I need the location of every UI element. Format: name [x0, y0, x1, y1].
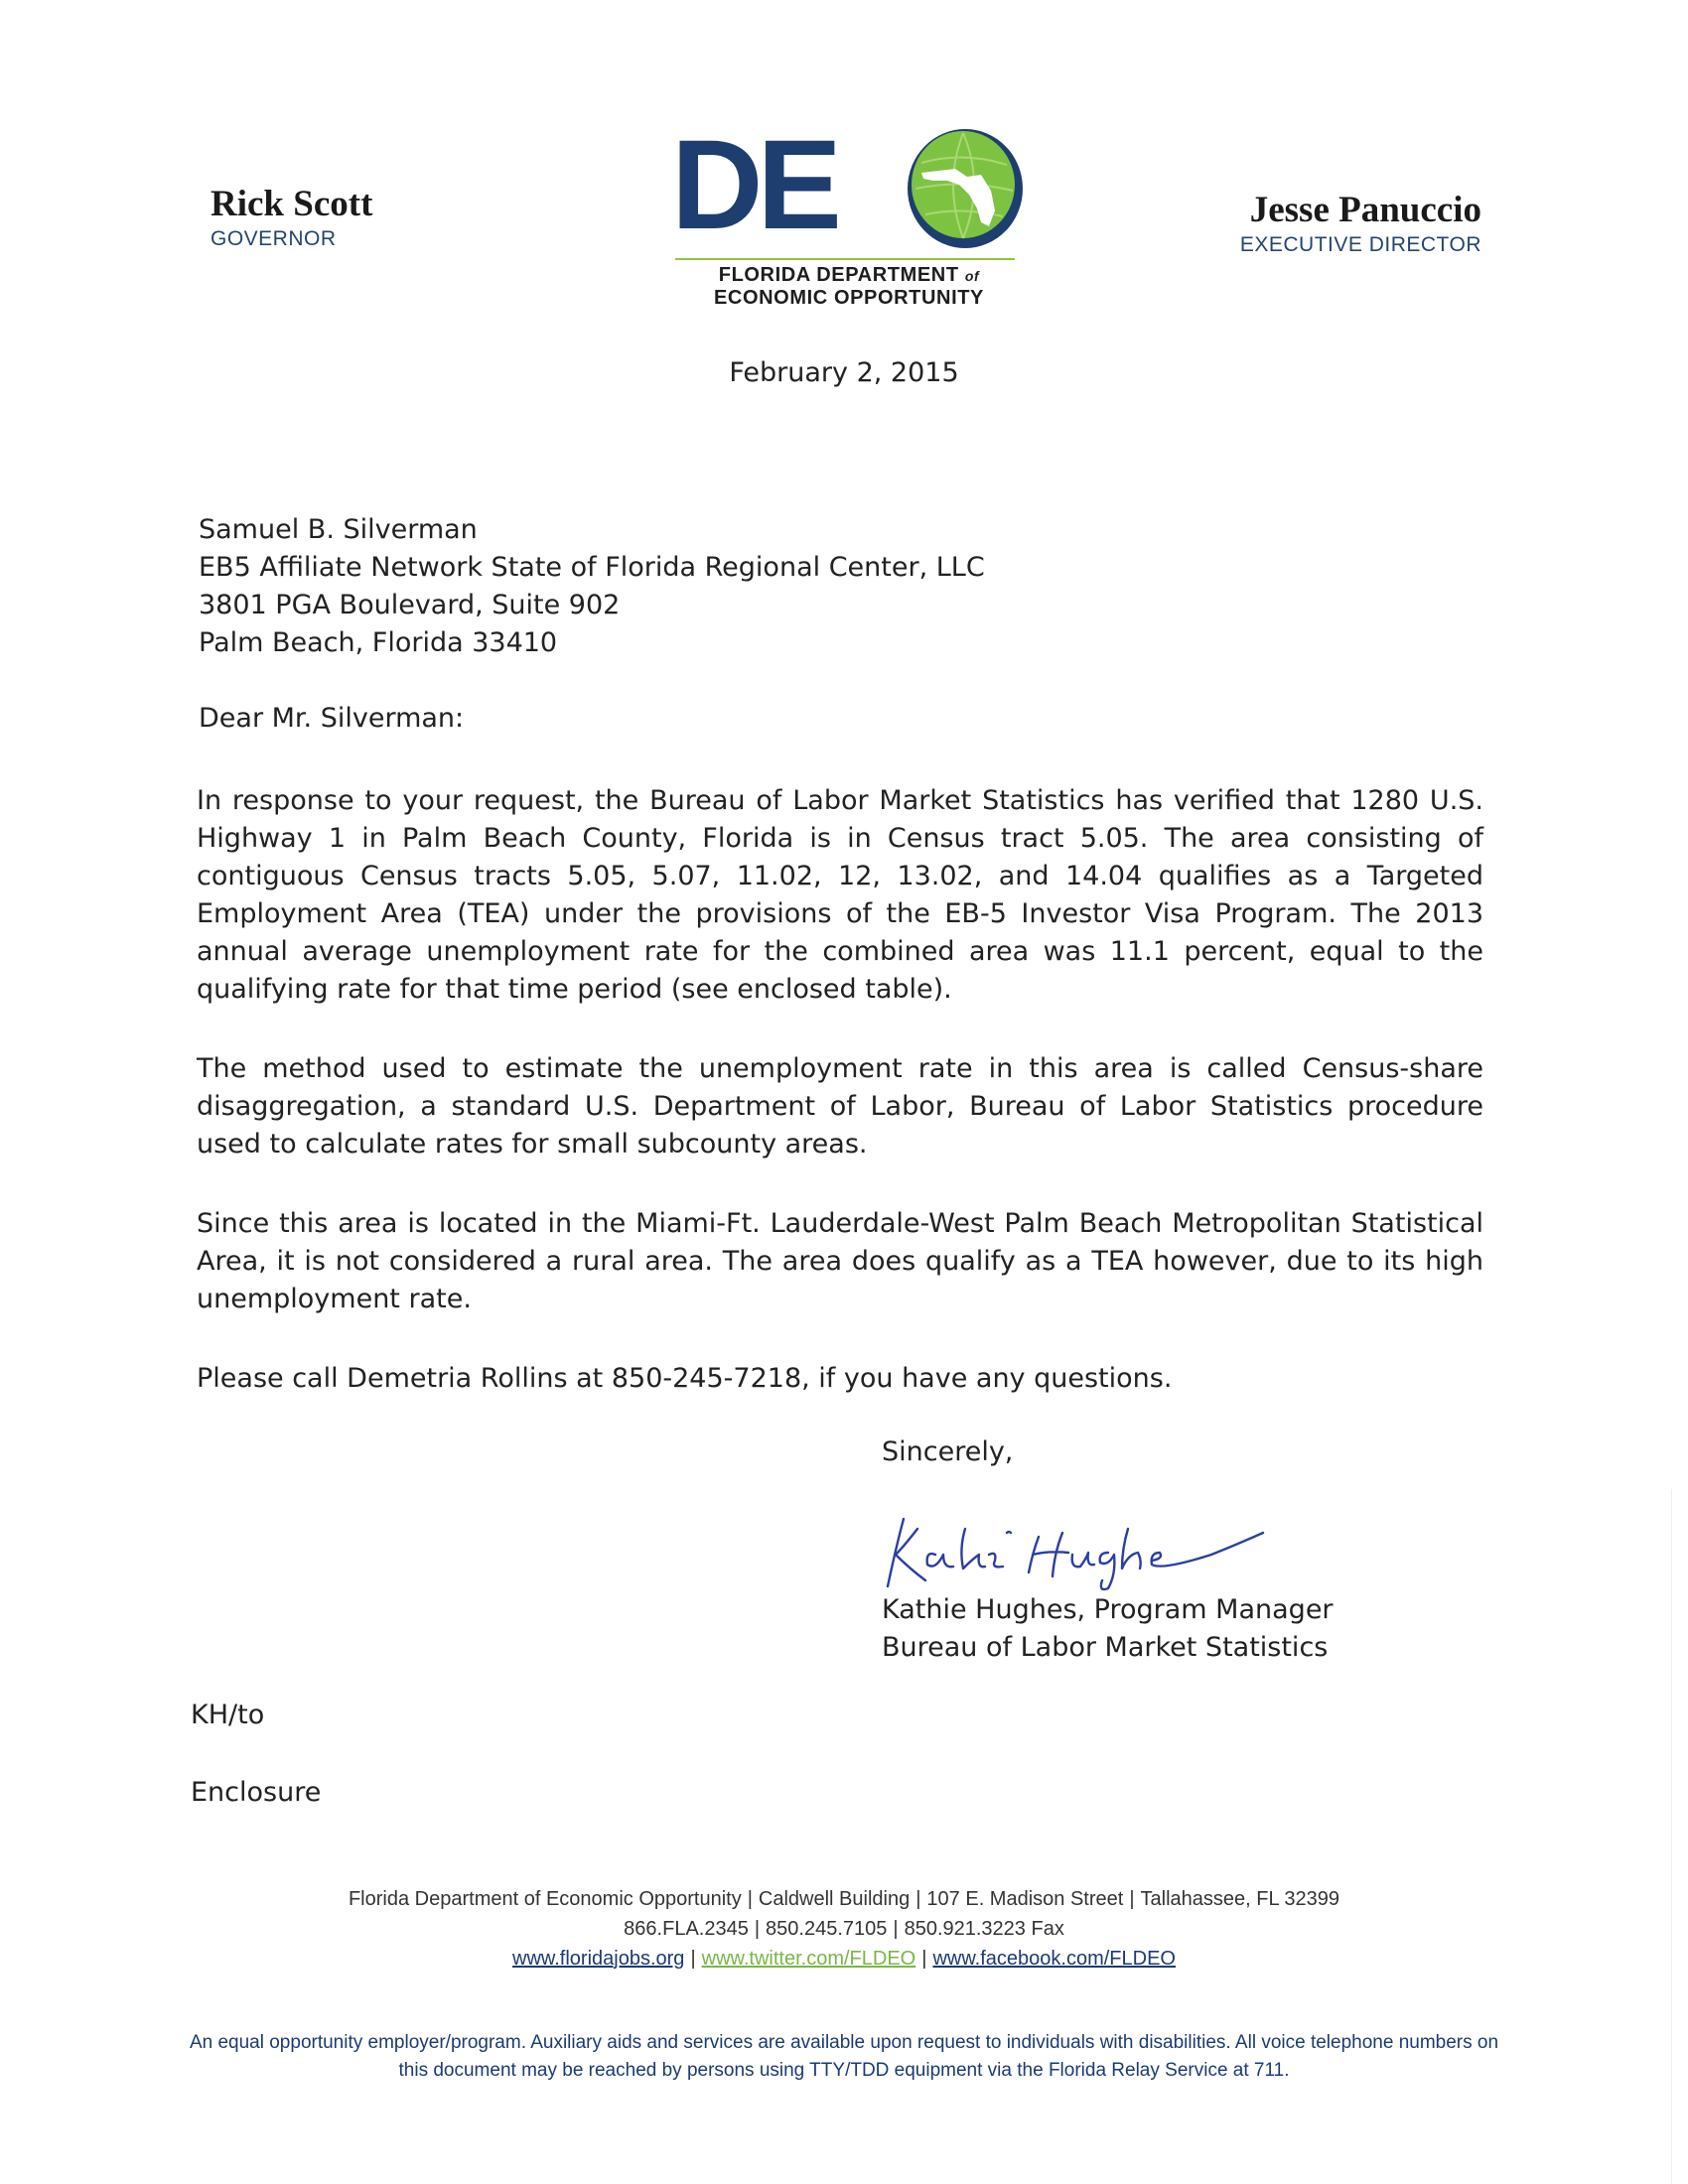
twitter-link[interactable]: www.twitter.com/FLDEO	[701, 1948, 916, 1970]
footer-separator: |	[893, 1918, 899, 1940]
footer-separator: |	[754, 1918, 761, 1940]
signer-name-title: Kathie Hughes, Program Manager	[882, 1594, 1334, 1625]
logo-line2: ECONOMIC OPPORTUNITY	[713, 287, 984, 309]
deo-logo-graphic	[665, 111, 1033, 260]
signer-block	[882, 1591, 1334, 1667]
footer-separator: |	[915, 1888, 921, 1910]
letter-date: February 2, 2015	[729, 357, 959, 388]
scan-edge-line	[1671, 1489, 1672, 2184]
paragraph-4: Please call Demetria Rollins at 850-245-7218, if you have any questions.	[197, 1363, 1173, 1394]
recipient-organization: EB5 Affiliate Network State of Florida Regional Center, LLC	[199, 552, 985, 583]
logo-caption	[665, 264, 1033, 309]
closing: Sincerely,	[882, 1436, 1014, 1467]
logo-of: of	[964, 268, 980, 284]
recipient-name: Samuel B. Silverman	[199, 514, 478, 545]
footer-separator: |	[921, 1948, 927, 1970]
footer-separator: |	[747, 1888, 753, 1910]
footer-phone-line	[0, 1914, 1688, 1944]
logo-divider	[675, 258, 1015, 260]
recipient-street: 3801 PGA Boulevard, Suite 902	[199, 590, 621, 620]
footer-separator: |	[1129, 1888, 1135, 1910]
letterhead-footer	[0, 1884, 1688, 1974]
recipient-address	[199, 511, 985, 662]
logo-line1: FLORIDA DEPARTMENT	[718, 264, 959, 286]
floridajobs-link[interactable]: www.floridajobs.org	[512, 1948, 685, 1970]
facebook-link[interactable]: www.facebook.com/FLDEO	[932, 1948, 1176, 1970]
footer-separator: |	[690, 1948, 696, 1970]
footer-phone2: 850.245.7105	[766, 1918, 888, 1940]
signer-bureau: Bureau of Labor Market Statistics	[882, 1632, 1329, 1663]
paragraph-1: In response to your request, the Bureau of Labor Market Statistics has verified that 1280 U.S. Highway 1 in Palm Beach County, Florida is in Census tract 5.05. The area consisting of contiguous Census tracts 5.05, 5.07, 11.02, 12, 13.02, and 14.04 qualifies as a Targeted Employment Area (TEA) under the provisions of the EB-5 Investor Visa Program. The 2013 annual average unemployment rate for the combined area was 11.1 percent, equal to the qualifying rate for that time period (see enclosed table).	[197, 785, 1483, 1005]
footer-org: Florida Department of Economic Opportunity	[348, 1888, 742, 1910]
director-name: Jesse Panuccio	[1249, 190, 1481, 230]
salutation: Dear Mr. Silverman:	[199, 703, 465, 734]
paragraph-3: Since this area is located in the Miami-Ft. Lauderdale-West Palm Beach Metropolitan Statistical Area, it is not considered a rural area. The area does qualify as a TEA however, due to its high unemployment rate.	[197, 1208, 1483, 1314]
handwritten-signature	[874, 1489, 1291, 1598]
governor-name: Rick Scott	[211, 184, 373, 224]
governor-title: GOVERNOR	[211, 226, 337, 250]
director-block	[1240, 191, 1481, 257]
footer-city: Tallahassee, FL 32399	[1140, 1888, 1340, 1910]
logo-letters-de: DE	[671, 114, 836, 256]
typist-initials: KH/to	[191, 1700, 265, 1730]
florida-globe-icon	[908, 129, 1023, 248]
recipient-city: Palm Beach, Florida 33410	[199, 627, 558, 658]
equal-opportunity-disclaimer: An equal opportunity employer/program. Auxiliary aids and services are available upon request to individuals with disabilities. All voice telephone numbers on this document may be reached by persons using TTY/TDD equipment via the Florida Relay Service at 711.	[189, 2032, 1499, 2081]
enclosure-note: Enclosure	[191, 1777, 322, 1808]
footer-links-line	[0, 1944, 1688, 1974]
footer-building: Caldwell Building	[758, 1888, 911, 1910]
footer-street: 107 E. Madison Street	[926, 1888, 1124, 1910]
director-title: EXECUTIVE DIRECTOR	[1239, 232, 1481, 256]
paragraph-2: The method used to estimate the unemployment rate in this area is called Census-share disaggregation, a standard U.S. Department of Labor, Bureau of Labor Statistics procedure used to calculate rates for small subcounty areas.	[197, 1053, 1483, 1160]
footer-fax: 850.921.3223 Fax	[904, 1918, 1064, 1940]
footer-address-line	[0, 1884, 1688, 1914]
footer-phone1: 866.FLA.2345	[624, 1918, 749, 1940]
governor-block	[211, 185, 372, 251]
